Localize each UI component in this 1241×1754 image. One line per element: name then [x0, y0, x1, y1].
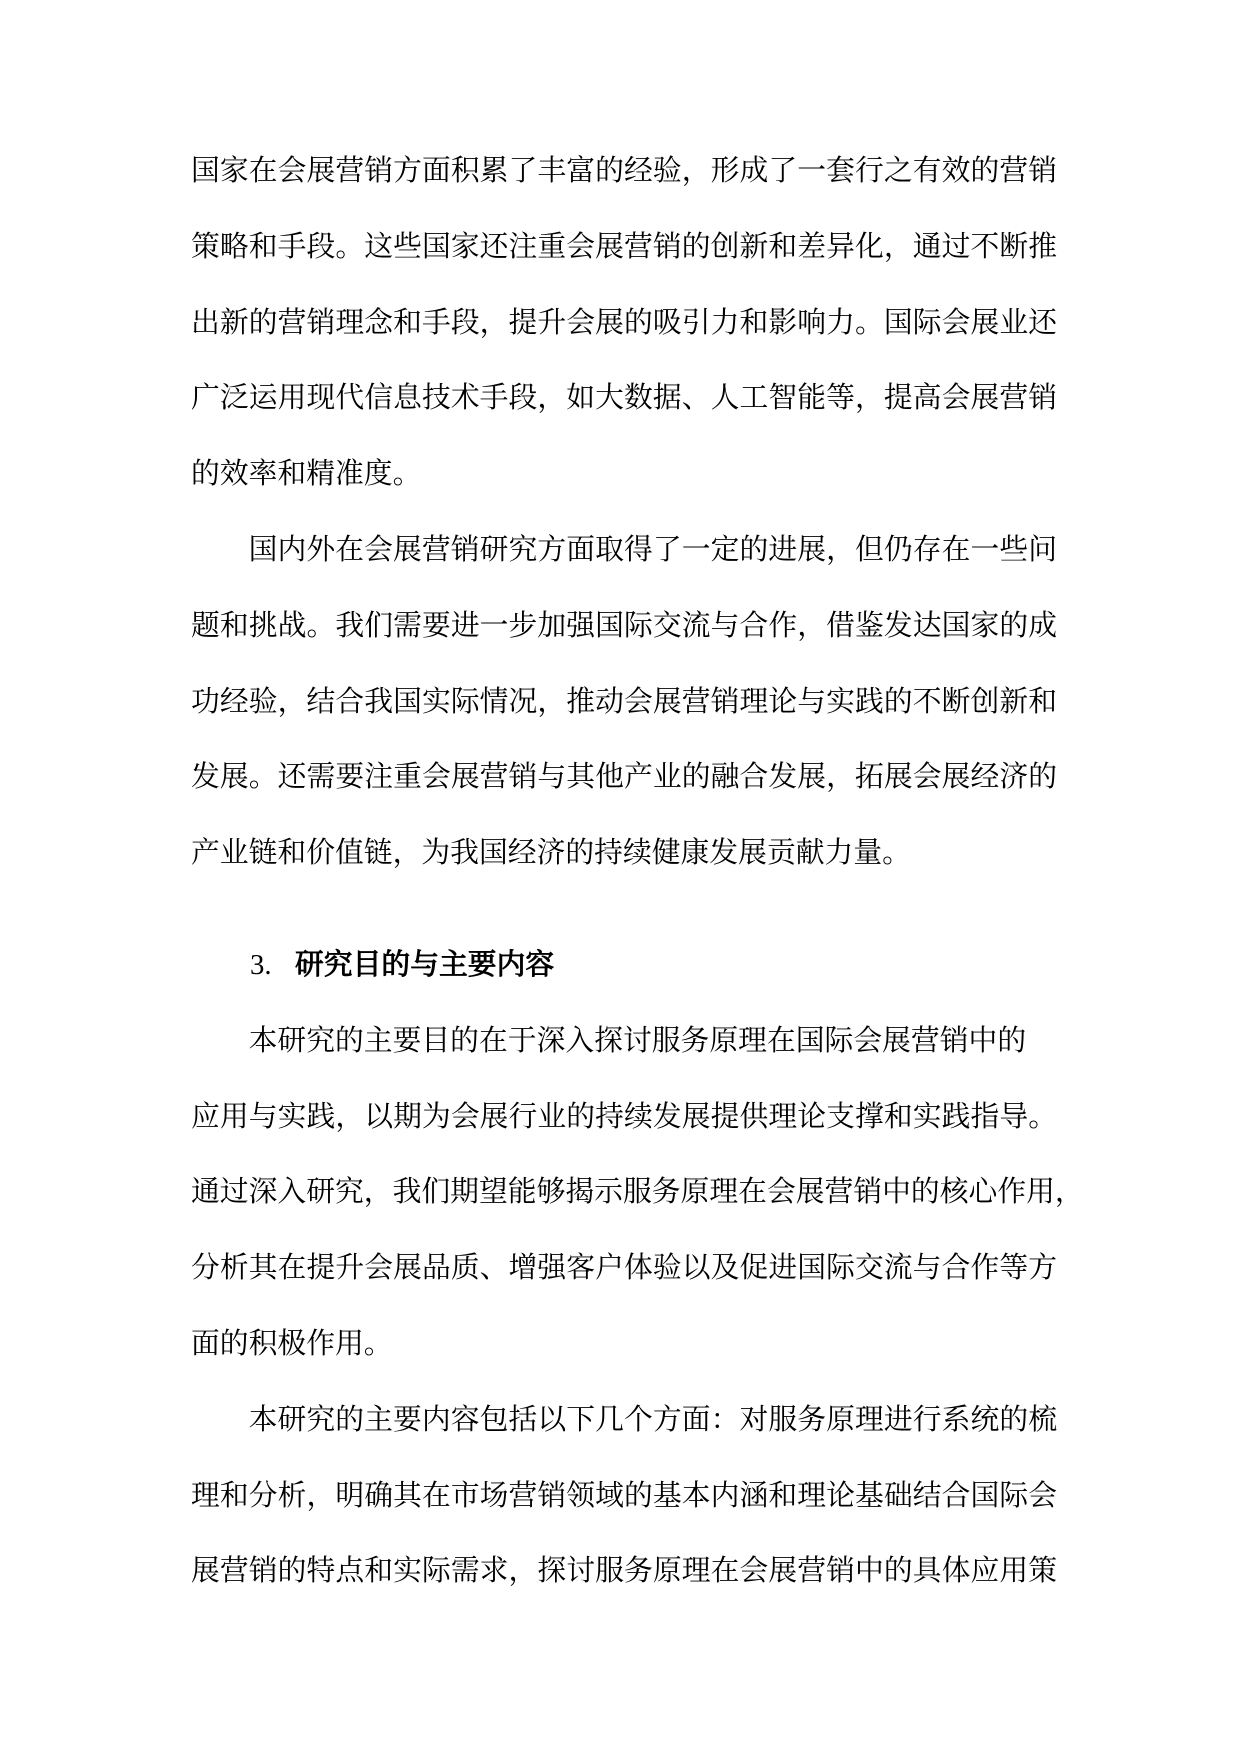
text-line: 发展。还需要注重会展营销与其他产业的融合发展，拓展会展经济的 [191, 759, 1057, 794]
text-line: 本研究的主要目的在于深入探讨服务原理在国际会展营销中的 [248, 1022, 1027, 1057]
text-line: 分析其在提升会展品质、增强客户体验以及促进国际交流与合作等方 [191, 1250, 1057, 1285]
document-body [191, 133, 1084, 1609]
text-line: 功经验，结合我国实际情况，推动会展营销理论与实践的不断创新和 [191, 683, 1057, 718]
body-paragraph [191, 133, 1057, 512]
body-paragraph [191, 1003, 1084, 1382]
section-number: 3. [250, 948, 272, 981]
text-line: 理和分析，明确其在市场营销领域的基本内涵和理论基础结合国际会 [191, 1477, 1057, 1512]
text-line: 面的积极作用。 [191, 1325, 393, 1360]
text-line: 策略和手段。这些国家还注重会展营销的创新和差异化，通过不断推 [191, 228, 1057, 263]
text-line: 国家在会展营销方面积累了丰富的经验，形成了一套行之有效的营销 [191, 153, 1057, 187]
text-line: 产业链和价值链，为我国经济的持续健康发展贡献力量。 [191, 835, 911, 870]
text-line: 应用与实践，以期为会展行业的持续发展提供理论支撑和实践指导。 [191, 1098, 1057, 1133]
text-line: 广泛运用现代信息技术手段，如大数据、人工智能等，提高会展营销 [191, 380, 1057, 415]
text-line: 国内外在会展营销研究方面取得了一定的进展，但仍存在一些问 [248, 531, 1057, 566]
text-line: 本研究的主要内容包括以下几个方面：对服务原理进行系统的梳 [248, 1401, 1057, 1436]
section-title: 研究目的与主要内容 [295, 946, 555, 981]
text-line: 展营销的特点和实际需求，探讨服务原理在会展营销中的具体应用策 [191, 1553, 1057, 1588]
text-line: 题和挑战。我们需要进一步加强国际交流与合作，借鉴发达国家的成 [191, 607, 1057, 642]
body-paragraph [191, 1382, 1057, 1609]
text-line: 出新的营销理念和手段，提升会展的吸引力和影响力。国际会展业还 [191, 304, 1057, 339]
text-line: 通过深入研究，我们期望能够揭示服务原理在会展营销中的核心作用， [191, 1174, 1084, 1209]
body-paragraph [191, 512, 1057, 891]
section-heading [191, 927, 1057, 1003]
text-line: 的效率和精准度。 [191, 456, 422, 491]
